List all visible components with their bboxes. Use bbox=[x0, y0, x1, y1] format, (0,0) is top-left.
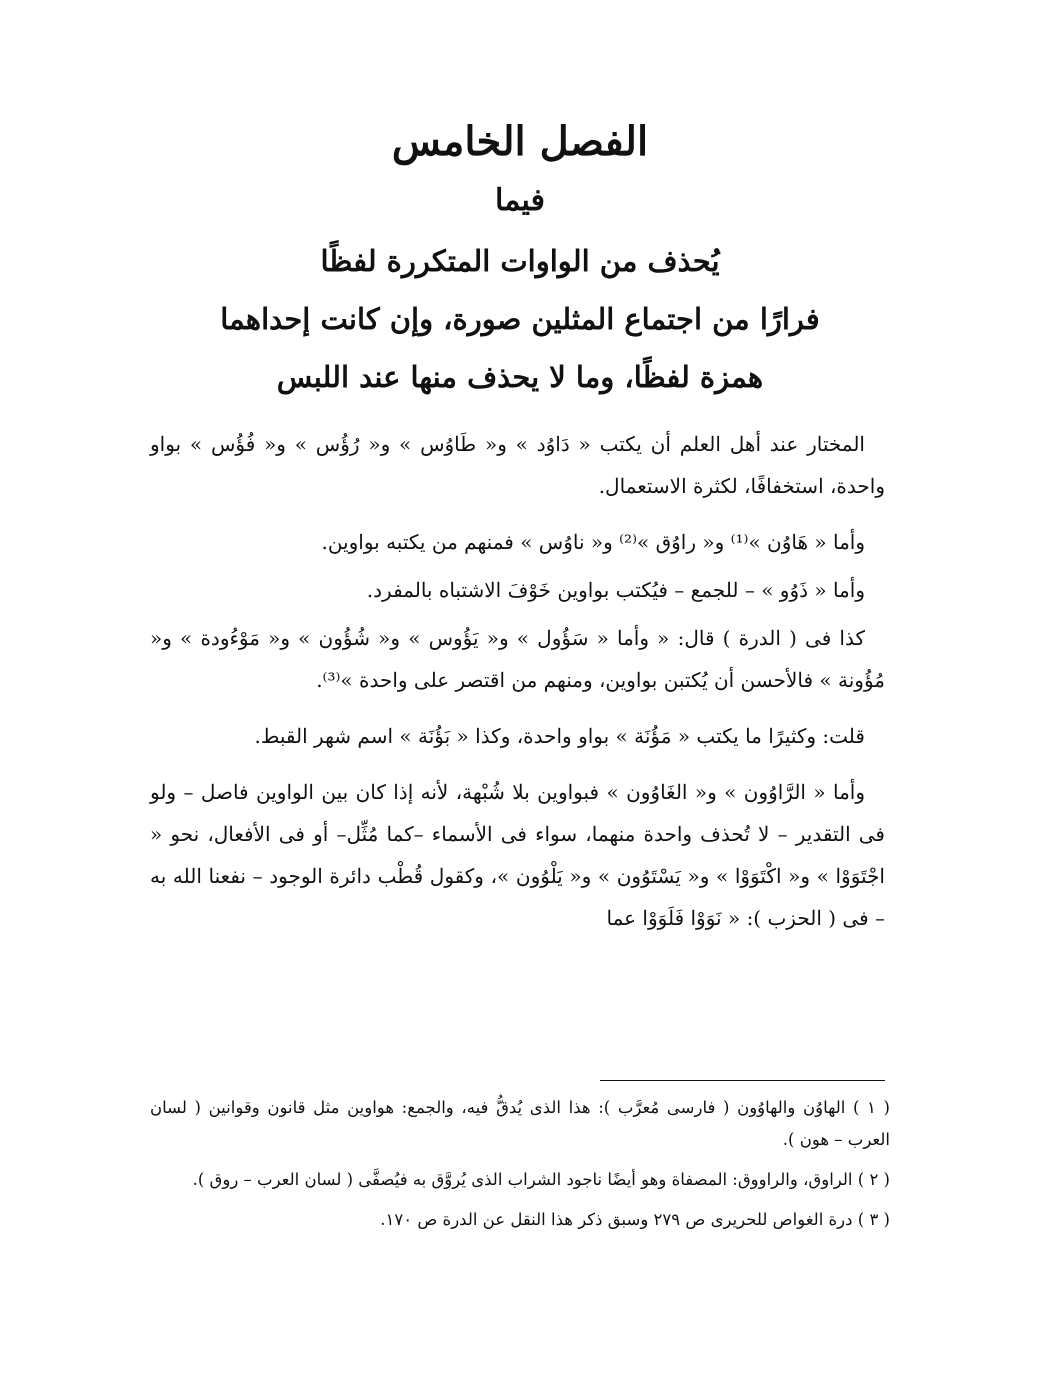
chapter-title: الفصل الخامس bbox=[391, 118, 649, 165]
chapter-heading-line-3: همزة لفظًا، وما لا يحذف منها عند اللبس bbox=[276, 360, 764, 394]
footnote-3: ( ٣ ) درة الغواص للحريرى ص ٢٧٩ وسبق ذكر هذا النقل عن الدرة ص ١٧٠. bbox=[380, 1210, 890, 1229]
footnote-1: ( ١ ) الهاوُن والهاوُون ( فارسى مُعرَّب ): هذا الذى يُدقُّ فيه، والجمع: هواوين مثل قانون وقوانين ( لسان العرب – هون ). bbox=[150, 1098, 890, 1149]
paragraph-5: قلت: وكثيرًا ما يكتب « مَؤُنَة » بواو واحدة، وكذا « بَؤُنَة » اسم شهر القبط. bbox=[254, 724, 865, 748]
footnotes bbox=[150, 1092, 890, 1244]
paragraph-1: المختار عند أهل العلم أن يكتب « دَاوُد » و« طَاوُس » و« رُؤُس » و« فُؤُس » بواو واحدة، استخفافًا، لكثرة الاستعمال. bbox=[150, 432, 885, 498]
chapter-subtitle-fima: فيما bbox=[495, 183, 545, 218]
paragraph-3: وأما « ذَوُو » – للجمع – فيُكتب بواوين خَوْفَ الاشتباه بالمفرد. bbox=[366, 578, 865, 602]
body-text bbox=[150, 423, 885, 953]
paragraph-4: كذا فى ( الدرة ) قال: « وأما « سَؤُول » و« يَؤُوس » و« شُؤُون » و« مَوْءُودة » و« مُؤُونة » فالأحسن أن يُكتبن بواوين، ومنهم من اقتصر على واحدة »⁽³⁾. bbox=[150, 626, 885, 692]
footnote-2: ( ٢ ) الراوق، والراووق: المصفاة وهو أيضًا ناجود الشراب الذى يُروَّق به فيُصفَّى ( لسان العرب – روق ). bbox=[192, 1170, 890, 1189]
paragraph-2: وأما « هَاوُن »⁽¹⁾ و« راوُق »⁽²⁾ و« ناوُس » فمنهم من يكتبه بواوين. bbox=[321, 530, 865, 554]
chapter-heading-line-2: فرارًا من اجتماع المثلين صورة، وإن كانت إحداهما bbox=[220, 302, 820, 336]
paragraph-6: وأما « الرَّاوُون » و« الغَاوُون » فبواوين بلا شُبْهة، لأنه إذا كان بين الواوين فاصل – ولو فى التقدير – لا تُحذف واحدة منهما، سواء فى الأسماء –كما مُثِّل– أو فى الأفعال، نحو « اجْتَوَوْا » و« اكْتَوَوْا » و« يَسْتَوُون » و« يَلْوُون »، وكقول قُطْب دائرة الوجود – نفعنا الله به – فى ( الحزب ): « نَوَوْا فَلَوَوْا عما bbox=[150, 780, 885, 930]
chapter-heading-line-1: يُحذف من الواوات المتكررة لفظًا bbox=[320, 244, 720, 278]
footnote-divider bbox=[600, 1080, 885, 1081]
chapter-headings bbox=[150, 112, 890, 406]
